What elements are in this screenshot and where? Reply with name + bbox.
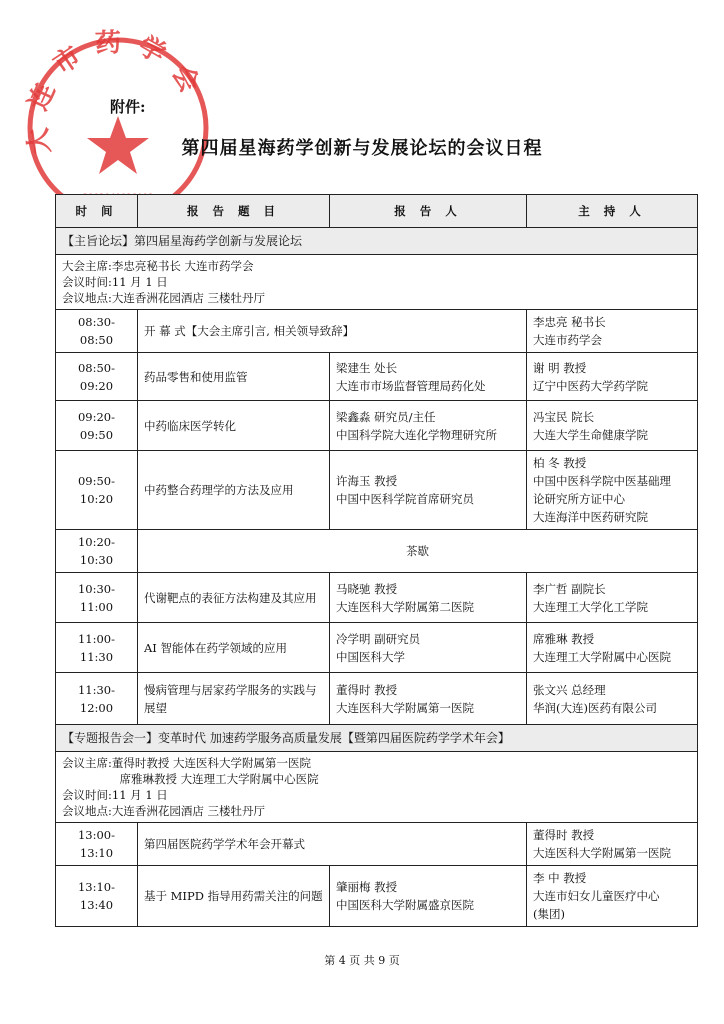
speaker-name: 冷学明 副研究员 xyxy=(336,631,421,646)
host-name: 席雅琳 教授 xyxy=(533,631,595,646)
host-name: 张文兴 总经理 xyxy=(533,682,606,697)
table-row xyxy=(56,353,698,401)
host-org: 大连海洋中医药研究院 xyxy=(533,510,648,524)
host-name: 李广哲 副院长 xyxy=(533,581,606,596)
header-host: 主 持 人 xyxy=(527,195,698,228)
tea-break: 茶歇 xyxy=(138,530,698,573)
section-heading-row xyxy=(56,725,698,752)
host-org: 辽宁中医药大学药学院 xyxy=(533,378,648,393)
speaker-org: 大连市市场监督管理局药化处 xyxy=(336,378,486,393)
row-host xyxy=(527,451,698,530)
info-line: 会议地点:大连香洲花园酒店 三楼牡丹厅 xyxy=(62,804,266,818)
row-host xyxy=(527,823,698,866)
host-org: 大连大学生命健康学院 xyxy=(533,427,648,442)
row-time: 11:30-12:00 xyxy=(56,673,138,725)
row-topic: 药品零售和使用监管 xyxy=(138,353,330,401)
speaker-org: 中国科学院大连化学物理研究所 xyxy=(336,427,497,442)
row-host xyxy=(527,401,698,451)
host-name: 李忠亮 秘书长 xyxy=(533,315,606,329)
row-host xyxy=(527,673,698,725)
table-row xyxy=(56,310,698,353)
table-row xyxy=(56,401,698,451)
row-time: 08:50-09:20 xyxy=(56,353,138,401)
row-time: 08:30-08:50 xyxy=(56,310,138,353)
speaker-name: 马晓驰 教授 xyxy=(336,581,398,596)
info-line: 会议地点:大连香洲花园酒店 三楼牡丹厅 xyxy=(62,291,266,305)
host-org: 大连理工大学附属中心医院 xyxy=(533,649,671,664)
header-topic: 报 告 题 目 xyxy=(138,195,330,228)
row-topic: 第四届医院药学学术年会开幕式 xyxy=(138,823,527,866)
table-row xyxy=(56,866,698,927)
section-heading-row xyxy=(56,228,698,255)
host-org: 大连医科大学附属第一医院 xyxy=(533,846,671,860)
host-name: 冯宝民 院长 xyxy=(533,409,595,424)
table-header-row xyxy=(56,195,698,228)
speaker-org: 中国医科大学附属盛京医院 xyxy=(336,898,474,912)
row-host xyxy=(527,866,698,927)
document-title: 第四届星海药学创新与发展论坛的会议日程 xyxy=(181,138,543,159)
row-topic: 慢病管理与居家药学服务的实践与展望 xyxy=(138,673,330,725)
agenda-table xyxy=(55,194,698,927)
host-org: 华润(大连)医药有限公司 xyxy=(533,700,657,715)
page-footer: 第 4 页 共 9 页 xyxy=(324,954,400,967)
row-host xyxy=(527,573,698,623)
row-topic: AI 智能体在药学领域的应用 xyxy=(138,623,330,673)
table-row xyxy=(56,451,698,530)
section-info xyxy=(56,255,698,310)
row-host xyxy=(527,353,698,401)
section-info-row xyxy=(56,752,698,823)
row-time: 13:10-13:40 xyxy=(56,866,138,927)
section-heading: 【主旨论坛】第四届星海药学创新与发展论坛 xyxy=(56,228,698,255)
host-org: 大连理工大学化工学院 xyxy=(533,599,648,614)
row-topic: 代谢靶点的表征方法构建及其应用 xyxy=(138,573,330,623)
host-org: 大连市妇女儿童医疗中心 xyxy=(533,889,660,903)
host-name: 柏 冬 教授 xyxy=(533,456,587,470)
row-topic: 基于 MIPD 指导用药需关注的问题 xyxy=(138,866,330,927)
info-line: 大会主席:李忠亮秘书长 大连市药学会 xyxy=(62,259,254,273)
info-line: 席雅琳教授 大连理工大学附属中心医院 xyxy=(62,772,319,786)
row-speaker xyxy=(330,451,527,530)
header-time: 时 间 xyxy=(56,195,138,228)
host-org: (集团) xyxy=(533,907,565,921)
row-host xyxy=(527,310,698,353)
row-speaker xyxy=(330,623,527,673)
table-row xyxy=(56,623,698,673)
table-row xyxy=(56,573,698,623)
host-org: 论研究所方证中心 xyxy=(533,492,625,506)
speaker-org: 中国医科大学 xyxy=(336,649,405,664)
row-time: 11:00-11:30 xyxy=(56,623,138,673)
header-speaker: 报 告 人 xyxy=(330,195,527,228)
row-time: 09:20-09:50 xyxy=(56,401,138,451)
row-time: 13:00-13:10 xyxy=(56,823,138,866)
row-topic: 开 幕 式【大会主席引言, 相关领导致辞】 xyxy=(138,310,527,353)
section-info-row xyxy=(56,255,698,310)
attachment-label: 附件: xyxy=(110,98,146,116)
svg-text:大连市药学会: 大连市药学会 xyxy=(21,28,212,156)
info-line: 会议主席:董得时教授 大连医科大学附属第一医院 xyxy=(62,756,312,770)
info-line: 会议时间:11 月 1 日 xyxy=(62,275,168,289)
table-row xyxy=(56,673,698,725)
row-speaker xyxy=(330,573,527,623)
speaker-name: 董得时 教授 xyxy=(336,682,398,697)
row-speaker xyxy=(330,353,527,401)
row-speaker xyxy=(330,401,527,451)
row-topic: 中药临床医学转化 xyxy=(138,401,330,451)
section-heading: 【专题报告会一】变革时代 加速药学服务高质量发展【暨第四届医院药学学术年会】 xyxy=(56,725,698,752)
host-name: 谢 明 教授 xyxy=(533,360,587,375)
info-line: 会议时间:11 月 1 日 xyxy=(62,788,168,802)
row-speaker xyxy=(330,866,527,927)
speaker-name: 许海玉 教授 xyxy=(336,474,398,488)
speaker-name: 梁鑫淼 研究员/主任 xyxy=(336,409,436,424)
row-topic: 中药整合药理学的方法及应用 xyxy=(138,451,330,530)
row-host xyxy=(527,623,698,673)
host-org: 大连市药学会 xyxy=(533,333,602,347)
speaker-org: 大连医科大学附属第二医院 xyxy=(336,599,474,614)
row-speaker xyxy=(330,673,527,725)
speaker-org: 中国中医科学院首席研究员 xyxy=(336,492,474,506)
table-row xyxy=(56,823,698,866)
host-name: 董得时 教授 xyxy=(533,828,595,842)
host-org: 中国中医科学院中医基础理 xyxy=(533,474,671,488)
speaker-name: 梁建生 处长 xyxy=(336,360,398,375)
table-row xyxy=(56,530,698,573)
host-name: 李 中 教授 xyxy=(533,871,587,885)
speaker-name: 肇丽梅 教授 xyxy=(336,880,398,894)
row-time: 10:20-10:30 xyxy=(56,530,138,573)
section-info xyxy=(56,752,698,823)
row-time: 10:30-11:00 xyxy=(56,573,138,623)
row-time: 09:50-10:20 xyxy=(56,451,138,530)
speaker-org: 大连医科大学附属第一医院 xyxy=(336,700,474,715)
